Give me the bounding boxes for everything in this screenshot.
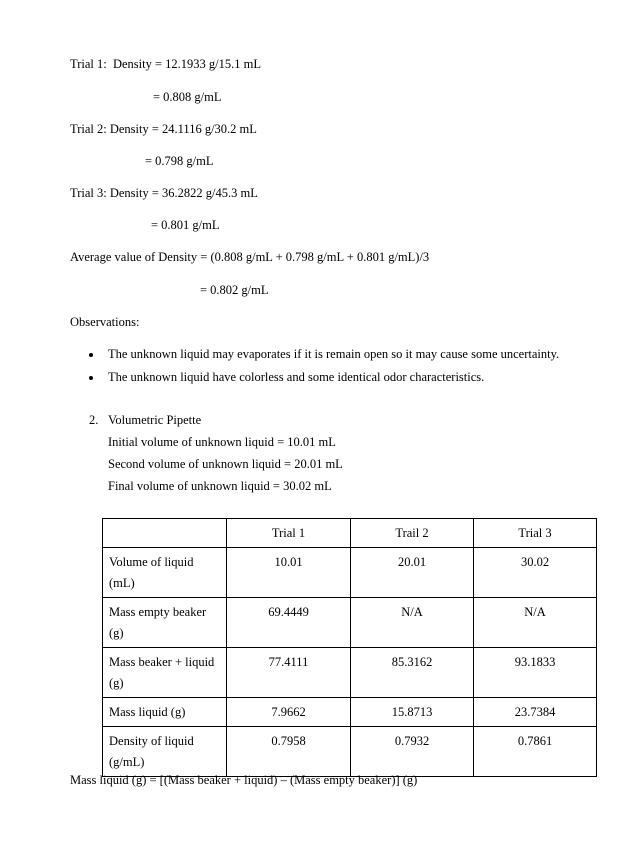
observations-heading: Observations: [70, 315, 140, 329]
bullet-icon [89, 376, 93, 380]
average-expression: Average value of Density = (0.808 g/mL + 0.798 g/mL + 0.801 g/mL)/3 [70, 250, 430, 264]
row-label: Volume of liquid (mL) [103, 548, 227, 598]
trial-2-result: = 0.798 g/mL [145, 154, 214, 168]
table-cell: 0.7958 [227, 727, 351, 777]
section-2-number: 2. [89, 413, 99, 427]
table-row [103, 598, 597, 648]
section-2-title: Volumetric Pipette [108, 413, 202, 427]
table-cell: 77.4111 [227, 648, 351, 698]
table-row [103, 648, 597, 698]
table-cell: 69.4449 [227, 598, 351, 648]
table-cell: 30.02 [474, 548, 597, 598]
table-row [103, 698, 597, 727]
row-label: Density of liquid (g/mL) [103, 727, 227, 777]
bullet-icon [89, 353, 93, 357]
average-result: = 0.802 g/mL [200, 283, 269, 297]
table-header-cell: Trail 2 [351, 519, 474, 548]
observation-item-1: The unknown liquid may evaporates if it is remain open so it may cause some uncertainty. [108, 347, 560, 361]
final-volume-line: Final volume of unknown liquid = 30.02 mL [108, 479, 332, 493]
table-cell: 23.7384 [474, 698, 597, 727]
table-cell: 20.01 [351, 548, 474, 598]
table-cell: 10.01 [227, 548, 351, 598]
table-header-row [103, 519, 597, 548]
initial-volume-line: Initial volume of unknown liquid = 10.01 mL [108, 435, 336, 449]
table-cell: N/A [351, 598, 474, 648]
trial-2-expression: Trial 2: Density = 24.1116 g/30.2 mL [70, 122, 257, 136]
table-cell: N/A [474, 598, 597, 648]
second-volume-line: Second volume of unknown liquid = 20.01 mL [108, 457, 343, 471]
results-table [102, 518, 597, 777]
table-cell: 0.7932 [351, 727, 474, 777]
trial-3-expression: Trial 3: Density = 36.2822 g/45.3 mL [70, 186, 258, 200]
row-label: Mass beaker + liquid (g) [103, 648, 227, 698]
table-row [103, 548, 597, 598]
trial-1-result: = 0.808 g/mL [153, 90, 222, 104]
table-cell: 15.8713 [351, 698, 474, 727]
trial-1-expression: Trial 1: Density = 12.1933 g/15.1 mL [70, 57, 261, 71]
observation-item-2: The unknown liquid have colorless and some identical odor characteristics. [108, 370, 485, 384]
table-cell: 7.9662 [227, 698, 351, 727]
table-header-cell [103, 519, 227, 548]
table-cell: 93.1833 [474, 648, 597, 698]
table-header-cell: Trial 3 [474, 519, 597, 548]
table-row [103, 727, 597, 777]
row-label: Mass empty beaker (g) [103, 598, 227, 648]
table-cell: 0.7861 [474, 727, 597, 777]
row-label: Mass liquid (g) [103, 698, 227, 727]
trial-3-result: = 0.801 g/mL [151, 218, 220, 232]
table-cell: 85.3162 [351, 648, 474, 698]
table-header-cell: Trial 1 [227, 519, 351, 548]
mass-liquid-formula: Mass liquid (g) = [(Mass beaker + liquid) – (Mass empty beaker)] (g) [70, 773, 418, 787]
